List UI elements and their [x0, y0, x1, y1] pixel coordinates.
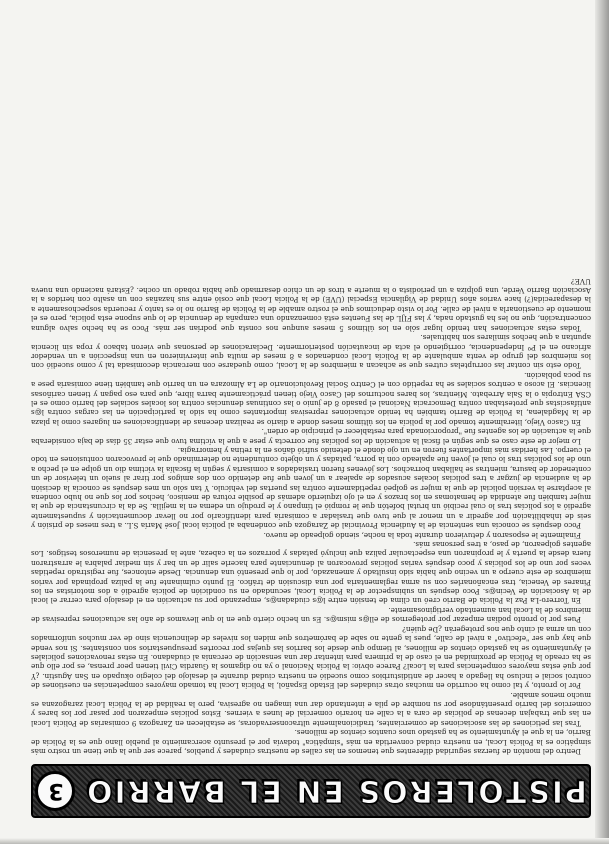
paragraph: Dentro del montón de fuerzas seguridad diferentes que tenemos en las calles de nuestras ciudades y pueblos, parece ser que la que tiene un rostro más simpático es la Policía Local, en nuestra ciudad convertida en más "simpática" todavía por el presunto acercamiento al pueblo llano que es la Policía de Barrio, en la que el Ayuntamiento se ha gastado unos cuantos cientos de millones.: [31, 728, 591, 756]
article: [31, 276, 591, 818]
title-banner: [31, 764, 591, 818]
scan-edge-shadow: [595, 0, 609, 844]
paragraph: Por lo pronto, y tal como ha ocurrido en muchas otras ciudades del Estado Español, la Policía Local ha tomado mayores competencias en cuestiones de control social e incluso ha llegado a hacer de antidisturbios como sucedió en nuestra ciudad durante el desalojo del colegio okupado en San Agustín. ¿Y por qué estas mayores competencias para la Local? Parece obvio: la Policía Nacional o ya no digamos la Guardia Civil tienen peor prensa, es por ello que se ha creado la Policía de proximidad en el caso de la primera para intentar dar una sensación de cercanía al ciudadano. En estas renovaciones policiales el Ayuntamiento se ha gastado cientos de millones, al tiempo que desde los barrios las quejas por recortes presupuestarios son constantes. Si nos vende que hay que ser "efectivo" a nivel de calle, pues la gente no sabe de barómetros que miden los niveles de delincuencia sino de ver muchos uniformados con un arma al cinto que nos protegerán ¿De quién?: [31, 624, 591, 691]
paragraph: Finalmente le esposaron y detuvieron durante toda la noche, siendo golpeado de nuevo.: [263, 530, 581, 540]
paragraph: Todas estas actuaciones han tenido lugar sólo en los últimos 5 meses aunque nos consta que podrían ser más. Poco se ha hecho salvo alguna concentración, que no les ha gustado nada, y las FIJL de las Fuentes está comenzando una campaña de denuncia de lo que supone esta policía, pero es el momento de cuestionarla a nivel de calle. Por lo visto deducimos que el rostro amable de la Policía de Barrio no lo es tanto y recuerda sospechosamente a la desaparecida(?) hace varios años Unidad de Vigilancia Especial (UVE) de la Policía Local que cosió entre sus hazañas con un asalto con heridos a la Asociación Barrio Verde, una golpiza a un periodista o la muerte a tiros de un chico desarmado que había robado un coche. ¿Estará naciendo una nueva UVE?: [31, 276, 591, 333]
article-body: [31, 276, 591, 756]
paragraph: En Casco Viejo, literalmente tomado por la policía en los últimos meses donde a diario se realizan decenas de identificaciones en lugares como la plaza de la Magdalena, la Policía de Barrio también ha tenido actuaciones represivas importantes como ha sido la participación en las cargas contra l@s antifascistas que protestaban contra Democracia Nacional el pasado 8 de junio o las continuas denuncias contra los locales sociales del barrio como es el CSA Entropía o la Sala Arrebato. Mientras, los bares nocturnos del Casco Viejo tienen prácticamente barra libre, que para eso pagan y tienen cariñosas licencias. El acoso a centros sociales se ha repetido con el Centro Social Revolucionario de La Almozara en un barrio que también tiene comisaría pese a su poca población.: [31, 370, 591, 427]
paragraph: Poco después se conocía una sentencia de la Audiencia Provincial de Zaragoza que condenaba al policía local José María S.L. a tres meses de prisión y seis de inhabilitación por agredir a un menor al que tuvo que trasladar a comisaría para identificarlo por no llevar documentación y supuestamente agredió a los policías tras lo cual recibió un brutal bofetón que le rompió el tímpano y le produjo un edema en la mejilla. Se da la circunstancia de que la mujer también fue atendida de hematomas en los brazos y en el ojo izquierdo además de posible rotura de menisco, hechos por los que no hubo condena al aceptarse la versión policial de que la mujer se golpeó repetidamente contra las puertas del vehículo. Y tan sólo un mes después se conocía la decisión de la audiencia de juzgar a tres policías locales acusados de apalear a un joven que fue detenido con dos amigos por tirar al suelo un televisor de un contenedor de basura, mientras se hallaban borrachos. Los jóvenes fueron trasladados a comisaría y según la fiscalía la víctima dio un golpe en el pecho a uno de los policías tras lo cual el joven fue apaleado con la porra, patadas y un objeto contundente no determinado que le provocaron contusiones en todo el cuerpo. Las heridas más importantes fueron en un ojo donde el detenido sufrió daños en la retina y hemorragia.: [31, 446, 591, 531]
paragraph: Pues por lo pronto podían empezar por protegernos de ell@s mism@s. Es un hecho cierto que en lo que llevamos de año las actuaciones represivas de miembros de la Local han aumentado vertiginosamente.: [31, 605, 591, 625]
paragraph: En Torrero-La Paz la Policía de Barrio creó un clima de tensión entre l@s ciudadan@s, empezando por su actuación en el desalojo para cerrar el local de la Asociación de Vecin@s. Poco después un subinspector de la Policía Local, secundado en su condición de policía agredió a dos motoristas en los Pinares de Venecia, tras encañonarles con su arma reglamentaria por una discusión de tráfico. El punto culminante fue la paliza propinada por varios miembros de este cuerpo a un vecino que había sido insultado y amenazado, por lo que presentó una denuncia. Desde entonces, fue registrado repetidas veces por uno de los policías y poco después varias policías provocaron al denunciante para hacerle salir de un bar y sin mediar palabra le arrastraron fuera desde la puerta y le propinaron una espectacular paliza que incluyó patadas y porrazos en la cabeza, ante la presencia de numerosos testigos. Los agentes golpearon, de paso, a tres personas más.: [31, 540, 591, 606]
paragraph: Todo esto sin contar las corruptelas cutres que se achacan a miembros de la Local, como quedarse con mercancía decomisada tal y como sucedió con los miembros del grupo de venta ambulante de la Policía Local condenados a 8 meses de multa que intervinieron en una inspección a un vendedor africano en el Pº Independencia, corrigiendo el acta de incautación posteriormente. Declaraciones de personas que vieron tabaco y ropa sin licencia apuntan a que hechos similares son habituales.: [31, 333, 591, 371]
paragraph: Lo mejor de este caso es que según el fiscal la actuación de los policías fue correcta y pese a que la víctima tuvo que estar 35 días de baja consideraba que la actuación de los agentes fue "proporcionada para restablecer el principio de orden".: [31, 427, 591, 446]
episode-number-badge: 3: [35, 771, 75, 811]
scan-bottom-edge: [0, 838, 609, 844]
paragraph: Tras las peticiones de las asociaciones de comerciantes, tradicionalmente ultraconservadoras, se establecen en Zaragoza 9 comisarías de Policía Local en las que trabajan decenas de policías de cara a la calle en horario comercial de lunes a viernes. Estos policías empezaron por pasar por los bares y comercios del barrio presentándose por su nombre de pila e intentando dar una imagen no agresiva, pero la realidad de la Policía Local zaragozana es mucho menos amable.: [31, 690, 591, 728]
article-title: PISTOLEROS EN EL BARRIO: [84, 773, 588, 809]
